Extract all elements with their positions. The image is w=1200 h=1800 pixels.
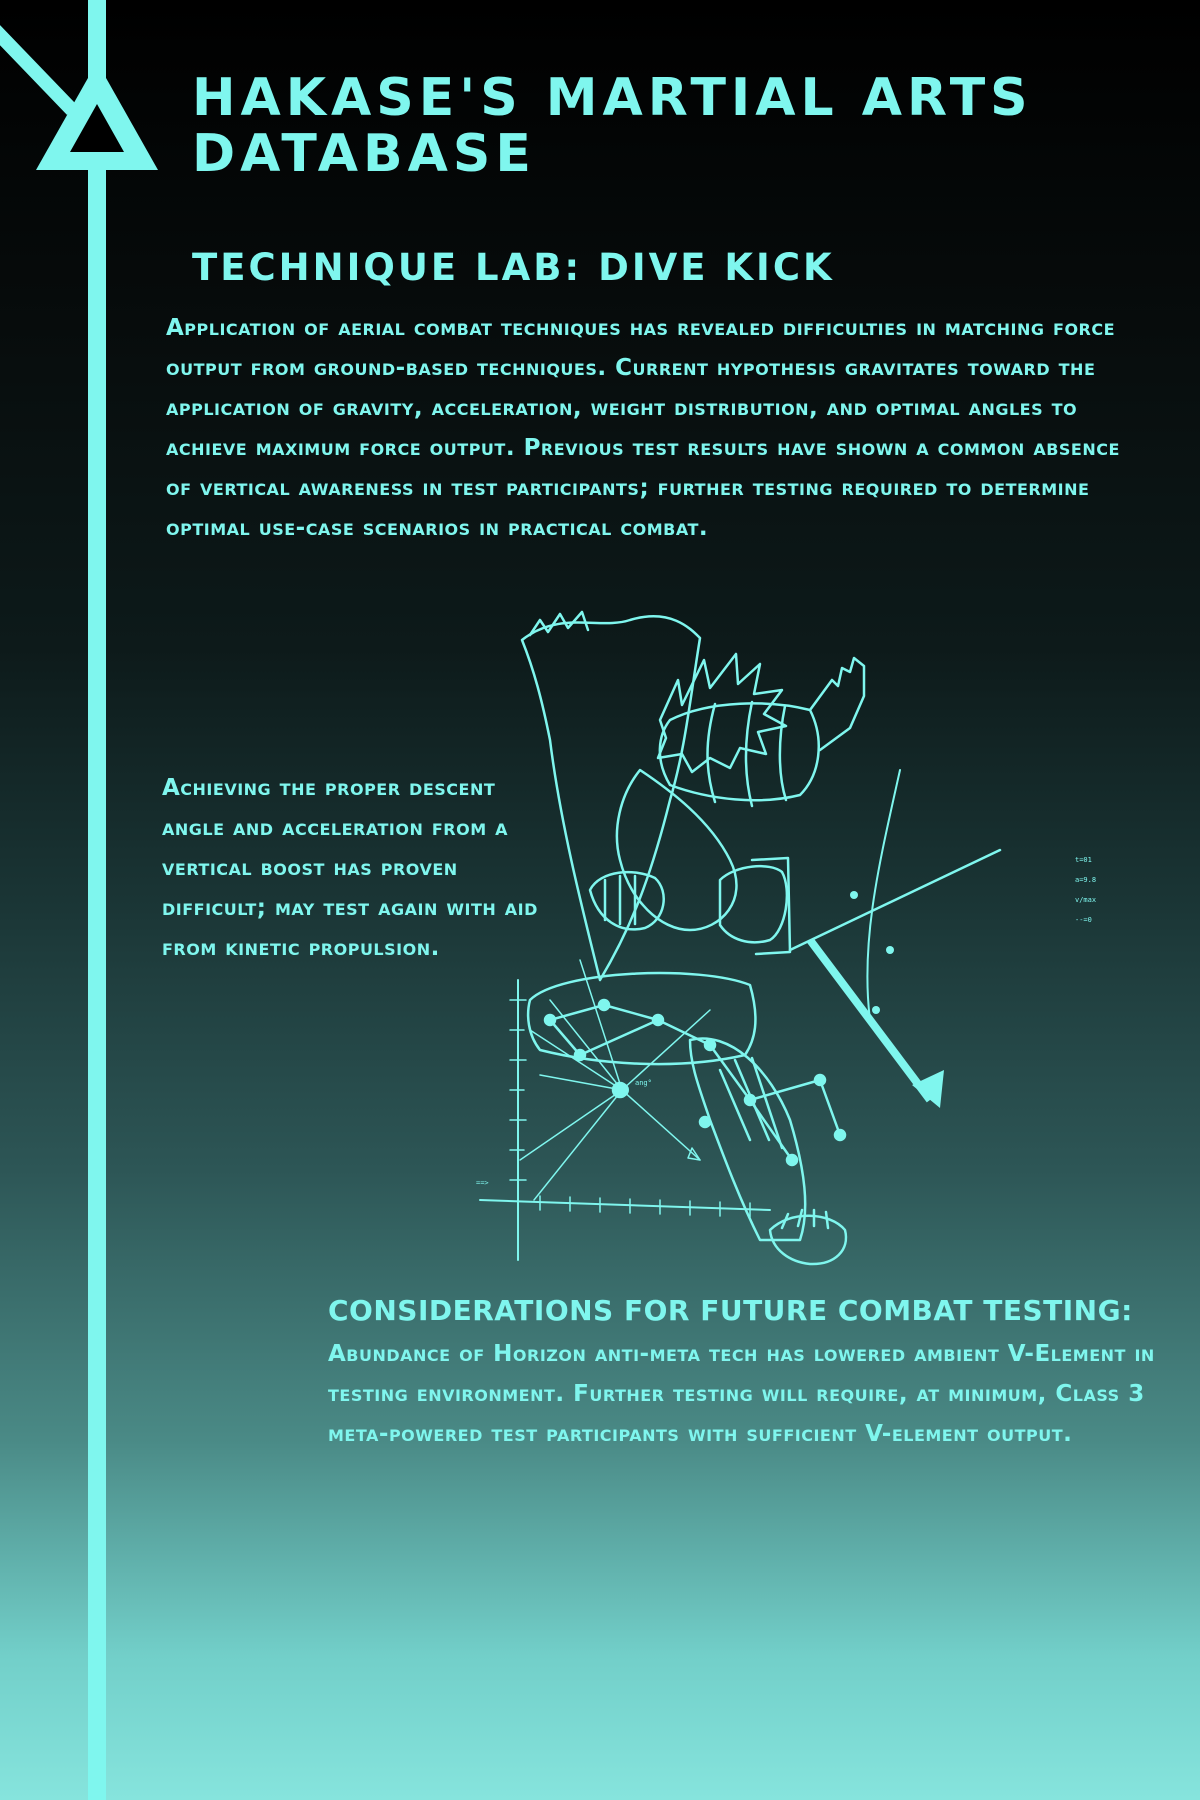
dive-kick-diagram	[476, 600, 1160, 1260]
descent-note-paragraph: Achieving the proper descent angle and acceleration from a vertical boost has proven difficult; may test again with aid from kinetic propulsion.	[162, 775, 538, 961]
intro-paragraph: Application of aerial combat techniques has revealed difficulties in matching force output from ground-based techniques. Current hypothesis gravitates toward the application of gravity, acceleration, weight distribution, and optimal angles to achieve maximum force output. Previous test results have shown a common absence of vertical awareness in test participants; further testing required to determine optimal use-case scenarios in practical combat.	[166, 315, 1120, 541]
figure-label-5: v/max	[1075, 896, 1097, 904]
figure-label-2: ang°	[635, 1079, 652, 1087]
figure-label-6: --=0	[1075, 916, 1092, 924]
figure-label-1: ==>	[476, 1179, 489, 1187]
technique-lab-title: TECHNIQUE LAB: DIVE KICK	[192, 246, 835, 289]
triangle-logo-icon	[0, 0, 180, 200]
page-title: HAKASE'S MARTIAL ARTS DATABASE	[192, 68, 1033, 184]
dive-kick-diagram-icon	[476, 600, 1160, 1260]
considerations-heading: CONSIDERATIONS FOR FUTURE COMBAT TESTING:	[328, 1294, 1133, 1327]
considerations-paragraph: Abundance of Horizon anti-meta tech has lowered ambient V-Element in testing environment. Further testing will require, at minimum, Class 3 meta-powered test participants with sufficient V-element output.	[328, 1341, 1155, 1447]
vertical-accent-line	[88, 0, 106, 1800]
figure-label-3: t=01	[1075, 856, 1092, 864]
figure-label-4: a=9.8	[1075, 876, 1097, 884]
